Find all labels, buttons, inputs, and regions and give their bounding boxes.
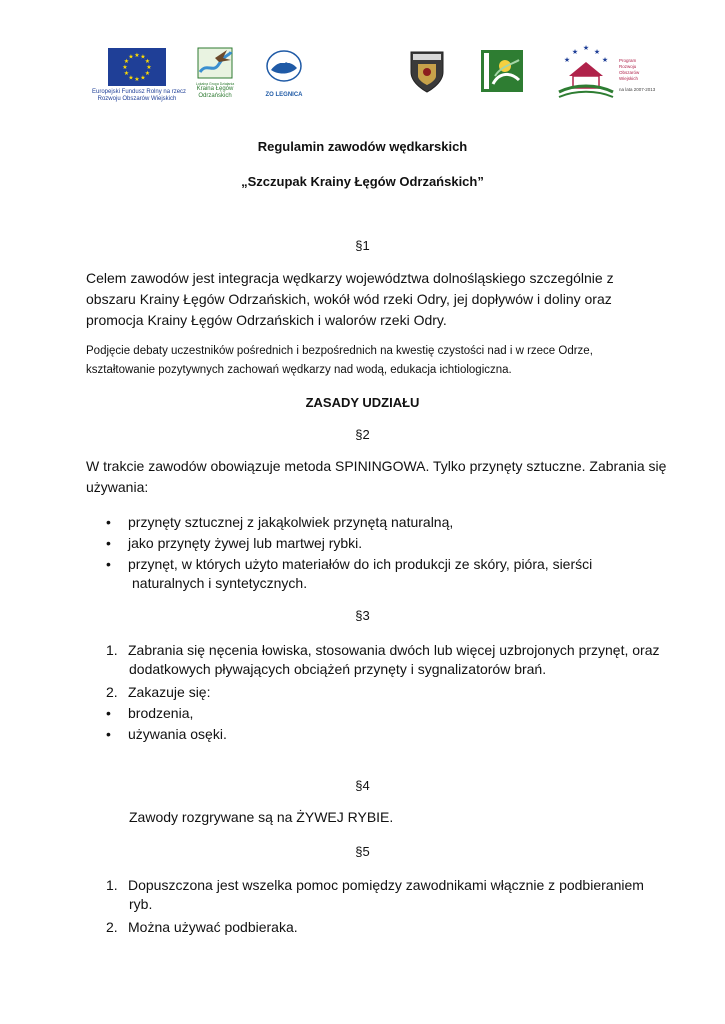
- item-number: 2.: [106, 684, 118, 700]
- list-item: [106, 554, 593, 575]
- prow-house-icon: [555, 42, 617, 100]
- logo-strip: [0, 40, 725, 115]
- list-item-continuation: naturalnych i syntetycznych.: [132, 575, 308, 591]
- section-1-paragraph: [86, 268, 646, 331]
- klo-caption-line1: Kraina Łęgów: [196, 86, 234, 92]
- numbered-item: [106, 682, 211, 703]
- svg-text:★: ★: [144, 70, 151, 77]
- list-item-text: jako przynęty żywej lub martwej rybki.: [128, 535, 363, 551]
- svg-text:★: ★: [123, 58, 130, 65]
- bullet-icon: •: [106, 535, 111, 551]
- section-2-paragraph: [86, 456, 667, 498]
- numbered-item: [106, 875, 644, 896]
- prow-caption: [619, 58, 653, 82]
- svg-text:★: ★: [134, 52, 140, 59]
- regional-badge-logo: [408, 48, 446, 99]
- prow-line3: Obszarów: [619, 70, 640, 75]
- section-5-heading: §5: [355, 844, 370, 859]
- section-1-heading: §1: [355, 238, 370, 253]
- prow-years: na lata 2007-2013: [619, 87, 656, 92]
- list-item-text: używania osęki.: [128, 726, 227, 742]
- section-2-heading: §2: [355, 427, 370, 442]
- svg-text:★: ★: [146, 64, 152, 71]
- prow-line4: Wiejskich: [619, 76, 639, 81]
- svg-text:★: ★: [582, 44, 590, 52]
- document-title: Regulamin zawodów wędkarskich: [257, 139, 468, 154]
- paragraph-line: obszaru Krainy Łęgów Odrzańskich, wokół wód rzeki Odry, jej dopływów i doliny oraz: [86, 291, 612, 307]
- eu-flag-icon: [108, 48, 166, 86]
- svg-text:★: ★: [601, 56, 609, 64]
- klo-caption-line2: Odrzańskich: [198, 93, 232, 99]
- svg-text:★: ★: [128, 74, 134, 82]
- svg-text:★: ★: [128, 53, 134, 61]
- paragraph-line: W trakcie zawodów obowiązuje metoda SPININGOWA. Tylko przynęty sztuczne. Zabrania się: [86, 458, 667, 474]
- svg-text:★: ★: [134, 76, 140, 83]
- list-item-text: brodzenia,: [128, 705, 194, 721]
- item-number: 1.: [106, 877, 118, 893]
- list-item-text: przynęt, w których użyto materiałów do ich produkcji ze skóry, pióra, sierści: [128, 556, 593, 572]
- document-subtitle: „Szczupak Krainy Łęgów Odrzańskich”: [241, 174, 484, 189]
- bullet-icon: •: [106, 556, 111, 572]
- section-4-heading: §4: [355, 778, 370, 793]
- bullet-icon: •: [106, 726, 111, 742]
- kraina-legow-logo: [192, 46, 238, 100]
- list-item: [106, 703, 194, 724]
- item-text: Można używać podbieraka.: [128, 919, 298, 935]
- item-continuation: dodatkowych pływających obciążeń przynęty i sygnalizatorów brań.: [129, 661, 547, 677]
- eu-caption-line1: Europejski Fundusz Rolny na rzecz: [92, 89, 187, 95]
- klo-small-text: Lokalna Grupa Działania: [195, 82, 235, 86]
- svg-text:★: ★: [144, 58, 151, 65]
- list-item: [106, 533, 363, 554]
- item-text: Zabrania się nęcenia łowiska, stosowania dwóch lub więcej uzbrojonych przynęt, oraz: [128, 642, 660, 658]
- numbered-item: [106, 917, 298, 938]
- bullet-icon: •: [106, 514, 111, 530]
- bird-river-icon: [195, 46, 235, 82]
- svg-text:★: ★: [123, 70, 130, 77]
- leader-logo: [481, 50, 523, 97]
- paragraph-line: Podjęcie debaty uczestników pośrednich i bezpośrednich na kwestię czystości nad i w rzece Odrze,: [86, 345, 593, 357]
- section-title: ZASADY UDZIAŁU: [305, 395, 420, 410]
- svg-text:PZW: PZW: [272, 55, 296, 66]
- leader-icon: [481, 50, 523, 92]
- bullet-icon: •: [106, 705, 111, 721]
- list-item-text: przynęty sztucznej z jakąkolwiek przynętą naturalną,: [128, 514, 454, 530]
- item-text: Zakazuje się:: [128, 684, 211, 700]
- pzw-logo: [262, 48, 306, 98]
- pzw-caption: ZO LEGNICA: [265, 92, 303, 98]
- list-item: [106, 724, 227, 745]
- numbered-item: [106, 640, 660, 661]
- item-number: 2.: [106, 919, 118, 935]
- paragraph-line: kształtowanie pozytywnych zachowań wędkarzy nad wodą, edukacja ichtiologiczna.: [86, 364, 512, 376]
- paragraph-line: używania:: [86, 479, 149, 495]
- svg-text:★: ★: [140, 74, 146, 82]
- list-item: [106, 512, 454, 533]
- section-3-heading: §3: [355, 608, 370, 623]
- item-text: Dopuszczona jest wszelka pomoc pomiędzy zawodnikami włącznie z podbieraniem: [128, 877, 644, 893]
- svg-text:★: ★: [571, 48, 579, 56]
- eu-fund-logo: [92, 48, 187, 103]
- prow-line1: Program: [619, 58, 637, 63]
- svg-text:★: ★: [122, 64, 128, 71]
- eu-caption-line2: Rozwoju Obszarów Wiejskich: [97, 96, 177, 102]
- paragraph-line: Celem zawodów jest integracja wędkarzy województwa dolnośląskiego szczególnie z: [86, 270, 614, 286]
- section-4-text: Zawody rozgrywane są na ŻYWEJ RYBIE.: [129, 809, 394, 825]
- prow-logo: [555, 42, 656, 105]
- shield-icon: [408, 48, 446, 94]
- svg-text:★: ★: [563, 56, 571, 64]
- section-1-paragraph-2: [86, 342, 646, 380]
- item-continuation: ryb.: [129, 896, 153, 912]
- pzw-fish-icon: [262, 48, 306, 86]
- paragraph-line: promocja Krainy Łęgów Odrzańskich i walorów rzeki Odry.: [86, 312, 447, 328]
- svg-text:★: ★: [593, 48, 601, 56]
- item-number: 1.: [106, 642, 118, 658]
- prow-line2: Rozwoju: [619, 64, 637, 69]
- svg-text:★: ★: [140, 53, 146, 61]
